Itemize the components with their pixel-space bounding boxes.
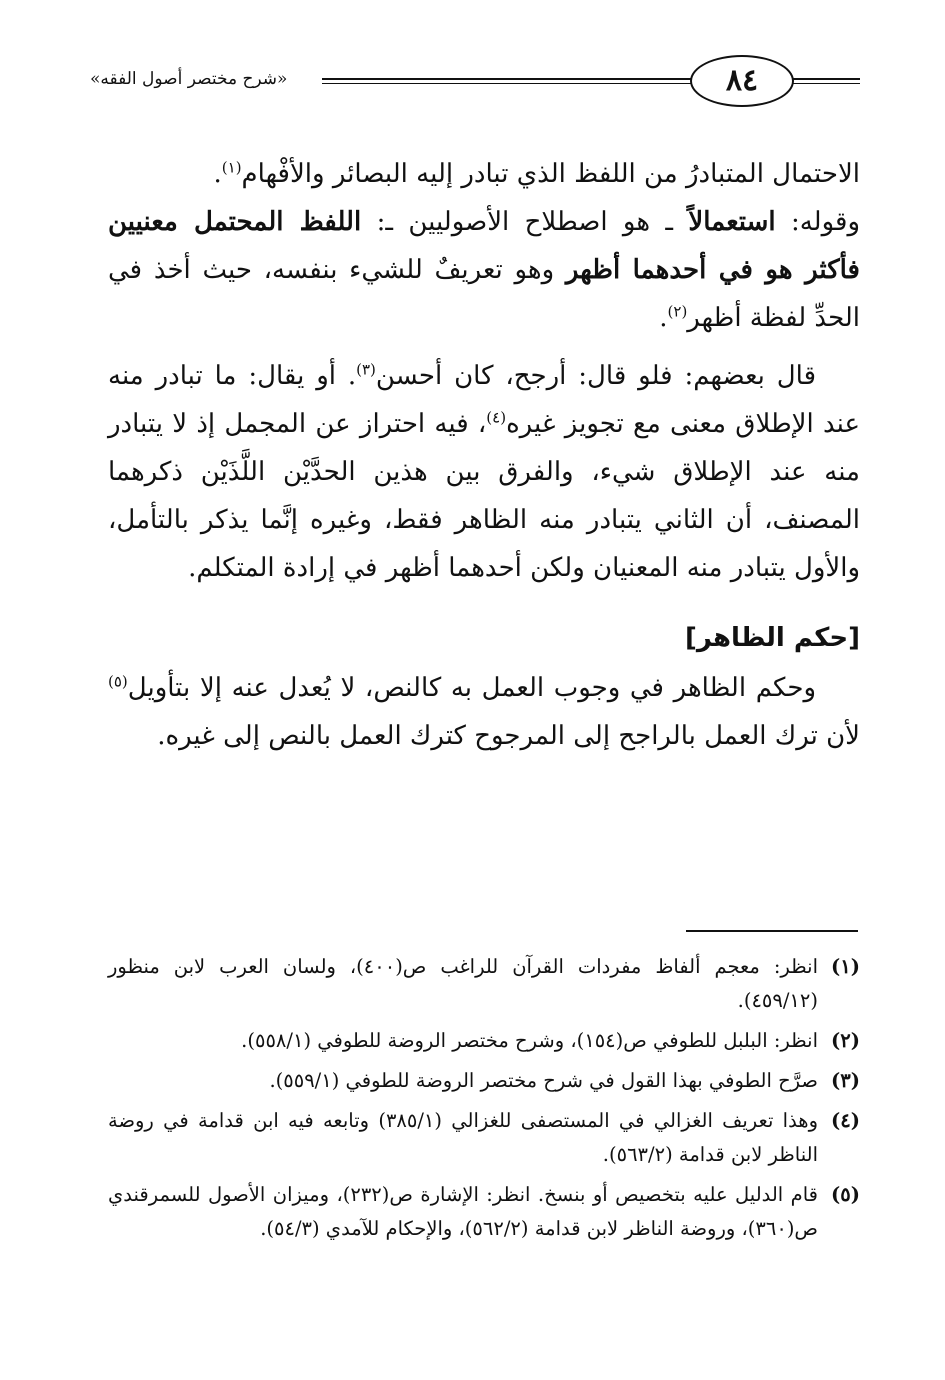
footnote-ref-3[interactable]: (٣): [356, 360, 376, 379]
main-text: [108, 150, 860, 760]
footnote-ref-4[interactable]: (٤): [486, 408, 507, 427]
paragraph-4: [108, 664, 860, 760]
paragraph-4-text-b: لأن ترك العمل بالراجح إلى المرجوح كترك العمل بالنص إلى غيره.: [157, 721, 860, 751]
footnote-5: [108, 1178, 860, 1246]
footnote-separator: [686, 930, 858, 932]
footnotes: [108, 950, 860, 1252]
footnote-text: قام الدليل عليه بتخصيص أو بنسخ. انظر: الإشارة ص(٢٣٢)، وميزان الأصول للسمرقندي ص(٣٦٠)، وروضة الناظر لابن قدامة (٥٦٢/٢)، والإحكام للآمدي (٥٤/٣).: [108, 1183, 819, 1240]
paragraph-4-text-a: وحكم الظاهر في وجوب العمل به كالنص، لا يُعدل عنه إلا بتأويل: [127, 673, 816, 703]
paragraph-3-text-b: . أو يقال: ما تبادر منه عند الإطلاق معنى مع تجويز غيره: [108, 361, 860, 439]
footnote-text: انظر: البلبل للطوفي ص(١٥٤)، وشرح مختصر الروضة للطوفي (٥٥٨/١).: [241, 1029, 818, 1052]
footnote-ref-2[interactable]: (٢): [667, 302, 688, 321]
paragraph-2-text-e: وهو تعريفٌ للشيء بنفسه، حيث أخذ في الحدِّ لفظة أظهر: [108, 255, 860, 333]
paragraph-1-text: الاحتمال المتبادرُ من اللفظ الذي تبادر إليه البصائر والأفْهام: [241, 159, 860, 189]
footnote-ref-5[interactable]: (٥): [108, 672, 128, 691]
footnote-number: (٤): [831, 1109, 860, 1132]
running-title: «شرح مختصر أصول الفقه»: [90, 69, 288, 89]
paragraph-2: [108, 198, 860, 342]
footnote-1: [108, 950, 860, 1018]
paragraph-3-text-a: قال بعضهم: فلو قال: أرجح، كان أحسن: [375, 361, 816, 391]
footnote-text: انظر: معجم ألفاظ مفردات القرآن للراغب ص(٤٠٠)، ولسان العرب لابن منظور (٤٥٩/١٢).: [108, 955, 818, 1012]
footnote-text: صرَّح الطوفي بهذا القول في شرح مختصر الروضة للطوفي (٥٥٩/١).: [269, 1069, 818, 1092]
paragraph-1: [108, 150, 860, 198]
footnote-number: (١): [831, 955, 860, 978]
footnote-number: (٣): [831, 1069, 860, 1092]
definition-bold: اللفظ المحتمل معنيين فأكثر هو في أحدهما أظهر: [108, 207, 860, 285]
term-istimalan: استعمالاً: [688, 207, 776, 237]
section-heading: [حكم الظاهر]: [684, 623, 860, 653]
page-number: ٨٤: [690, 55, 794, 107]
paragraph-1-end: .: [213, 159, 222, 189]
paragraph-2-end: .: [659, 303, 668, 333]
footnote-4: [108, 1104, 860, 1172]
paragraph-3-text-c: ، فيه احتراز عن المجمل إذ لا يتبادر منه عند الإطلاق شيء، والفرق بين هذين الحدَّيْن اللَّذَيْن ذكرهما المصنف، أن الثاني يتبادر منه الظاهر فقط، وغيره إنَّما يذكر بالتأمل، والأول يتبادر منه المعنيان ولكن أحدهما أظهر في إرادة المتكلم.: [108, 409, 860, 583]
page-header: [90, 55, 860, 105]
paragraph-3: [108, 352, 860, 592]
footnote-3: [108, 1064, 860, 1098]
footnote-number: (٢): [831, 1029, 860, 1052]
footnote-number: (٥): [831, 1183, 860, 1206]
paragraph-2-text-c: ـ هو اصطلاح الأصوليين ـ:: [361, 207, 689, 237]
footnote-text: وهذا تعريف الغزالي في المستصفى للغزالي (٣٨٥/١) وتابعه فيه ابن قدامة في روضة الناظر لابن قدامة (٥٦٣/٢).: [108, 1109, 818, 1166]
footnote-ref-1[interactable]: (١): [221, 158, 242, 177]
footnote-2: [108, 1024, 860, 1058]
paragraph-2-text-a: وقوله:: [775, 207, 861, 237]
